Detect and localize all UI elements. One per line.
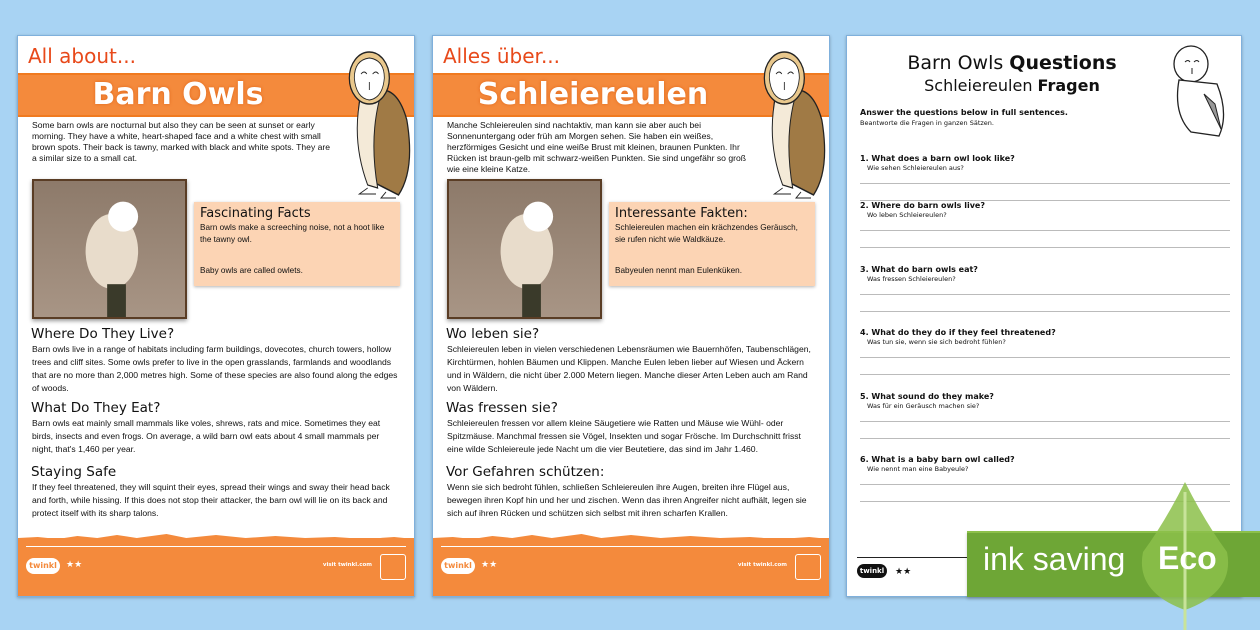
owl-illustration-icon xyxy=(336,50,415,200)
ink-saving-label: ink saving xyxy=(983,541,1126,577)
answer-line[interactable] xyxy=(860,438,1230,439)
visit-link[interactable]: visit twinkl.com xyxy=(322,562,372,568)
facts-title: Fascinating Facts xyxy=(200,206,311,221)
owl-illustration-icon xyxy=(751,50,830,200)
section-heading: Staying Safe xyxy=(31,464,117,480)
answer-line[interactable] xyxy=(860,421,1230,422)
section-text: Barn owls eat mainly small mammals like voles, shrews, rats and mice. Sometimes they eat birds, insects and even frogs. On average, a wild barn owl eats about 4 small mammals per night, that's 1,460 per year. xyxy=(32,418,381,454)
sheet-title: Barn Owls xyxy=(92,77,264,112)
question-item xyxy=(860,328,1230,375)
answer-line[interactable] xyxy=(860,311,1230,312)
question-item xyxy=(860,392,1230,439)
question-de: Was fressen Schleiereulen? xyxy=(867,275,956,283)
fact: Schleiereulen machen ein krächzendes Geräusch, sie rufen nicht wie Waldkäuze. xyxy=(615,223,798,244)
question-en: 2. Where do barn owls live? xyxy=(860,201,985,210)
kicker: All about... xyxy=(28,44,136,68)
rating-stars: ★★ xyxy=(481,560,498,570)
sheet-title: Schleiereulen xyxy=(477,77,709,112)
section-text: Schleiereulen fressen vor allem kleine Säugetiere wie Ratten und Mäuse wie Wühl- oder Spitzmäuse. Manchmal fressen sie Vögel, Insekten und sogar Frösche. Im Durchschnitt frisst eine wilde Schleiereule jede Nacht um die vier Beutetiere, das sind im Jahr 1.460. xyxy=(447,418,801,454)
question-en: 5. What sound do they make? xyxy=(860,392,994,401)
title-part: Barn Owls xyxy=(907,52,1010,74)
eco-label: Eco xyxy=(1158,540,1217,576)
footer xyxy=(433,538,829,596)
facts-title: Interessante Fakten: xyxy=(615,206,748,221)
question-de: Wie sehen Schleiereulen aus? xyxy=(867,164,964,172)
answer-line[interactable] xyxy=(860,230,1230,231)
question-item xyxy=(860,265,1230,312)
question-en: 6. What is a baby barn owl called? xyxy=(860,455,1015,464)
twinkl-logo[interactable]: twinkl xyxy=(857,564,887,578)
rating-stars: ★★ xyxy=(66,560,83,570)
section-text: Wenn sie sich bedroht fühlen, schließen Schleiereulen ihre Augen, breiten ihre Flügel aus, bewegen ihren Kopf hin und her und zischen. Wenn das ihren Angreifer nicht aufhält, legen sie sich auf ihren Rücken und schützen sich selbst mit ihren scharfen Krallen. xyxy=(447,482,807,518)
english-fact-sheet xyxy=(17,35,415,597)
question-de: Was für ein Geräusch machen sie? xyxy=(867,402,980,410)
german-fact-sheet xyxy=(432,35,830,597)
facts-box xyxy=(194,202,400,286)
answer-line[interactable] xyxy=(860,247,1230,248)
fact: Baby owls are called owlets. xyxy=(200,266,303,275)
subtitle-part: Schleiereulen xyxy=(924,76,1038,95)
rating-stars: ★★ xyxy=(895,567,912,577)
questions-subtitle xyxy=(847,76,1177,95)
section-heading: Was fressen sie? xyxy=(446,400,558,416)
answer-line[interactable] xyxy=(860,183,1230,184)
question-de: Wo leben Schleiereulen? xyxy=(867,211,947,219)
twinkl-logo[interactable]: twinkl xyxy=(26,558,60,574)
question-item xyxy=(860,201,1230,248)
section-heading: Vor Gefahren schützen: xyxy=(446,464,605,480)
question-item xyxy=(860,154,1230,201)
fact: Babyeulen nennt man Eulenküken. xyxy=(615,266,742,275)
divider xyxy=(441,546,821,547)
intro-text: Some barn owls are nocturnal but also they can be seen at sunset or early morning. They have a white, heart-shaped face and a white chest with small brown spots. Their back is tawny, marked with black and white spots. They are a similar size to a small cat. xyxy=(32,120,331,163)
answer-line[interactable] xyxy=(860,374,1230,375)
footer xyxy=(18,538,414,596)
instruction-de: Beantworte die Fragen in ganzen Sätzen. xyxy=(860,119,994,127)
barn-owl-photo xyxy=(447,179,602,319)
question-de: Wie nennt man eine Babyeule? xyxy=(867,465,969,473)
kicker: Alles über... xyxy=(443,44,561,68)
section-text: Barn owls live in a range of habitats including farm buildings, dovecotes, church towers, hollow trees and cliff sites. Some owls prefer to live in the open grasslands, farmlands and woodlands that are no more than 2,000 metres high. Some of these species are also found along the edges of woods. xyxy=(32,344,398,393)
question-en: 1. What does a barn owl look like? xyxy=(860,154,1015,163)
subtitle-part: Fragen xyxy=(1037,76,1100,95)
section-heading: What Do They Eat? xyxy=(31,400,161,416)
answer-line[interactable] xyxy=(860,294,1230,295)
section-heading: Wo leben sie? xyxy=(446,326,540,342)
question-en: 3. What do barn owls eat? xyxy=(860,265,978,274)
questions-title xyxy=(847,52,1177,74)
title-part: Questions xyxy=(1009,52,1117,74)
section-heading: Where Do They Live? xyxy=(31,326,175,342)
answer-line[interactable] xyxy=(860,357,1230,358)
twinkl-logo[interactable]: twinkl xyxy=(441,558,475,574)
divider xyxy=(26,546,406,547)
visit-link[interactable]: visit twinkl.com xyxy=(737,562,787,568)
fact: Barn owls make a screeching noise, not a hoot like the tawny owl. xyxy=(200,223,385,244)
question-de: Was tun sie, wenn sie sich bedroht fühlen? xyxy=(867,338,1006,346)
quality-badge-icon xyxy=(380,554,406,580)
barn-owl-photo xyxy=(32,179,187,319)
intro-text: Manche Schleiereulen sind nachtaktiv, man kann sie aber auch bei Sonnenuntergang oder früh am Morgen sehen. Sie haben ein weißes, herzförmiges Gesicht und eine weiße Brust mit kleinen, braunen Punkten. Ihr Rücken ist braun-gelb mit schwarz-weißen Punkten. Sie sind ungefähr so groß wie eine kleine Katze. xyxy=(447,120,747,174)
section-text: If they feel threatened, they will squint their eyes, spread their wings and sway their head back and forth, while hissing. If this does not stop their attacker, the barn owl will lie on its back and protect itself with its sharp talons. xyxy=(32,482,390,518)
owl-outline-icon xyxy=(1169,44,1231,139)
instruction-en: Answer the questions below in full sentences. xyxy=(860,108,1068,117)
facts-box xyxy=(609,202,815,286)
quality-badge-icon xyxy=(795,554,821,580)
question-en: 4. What do they do if they feel threatened? xyxy=(860,328,1056,337)
section-text: Schleiereulen leben in vielen verschiedenen Lebensräumen wie Bauernhöfen, Taubenschlägen, Kirchtürmen, hohlen Bäumen und Klippen. Manche Eulen leben lieber auf Wiesen und Äckern und in Wäldern, die nicht über 2.000 Metern liegen. Manche dieser Arten Leben auch am Rand von Wäldern. xyxy=(447,344,811,393)
